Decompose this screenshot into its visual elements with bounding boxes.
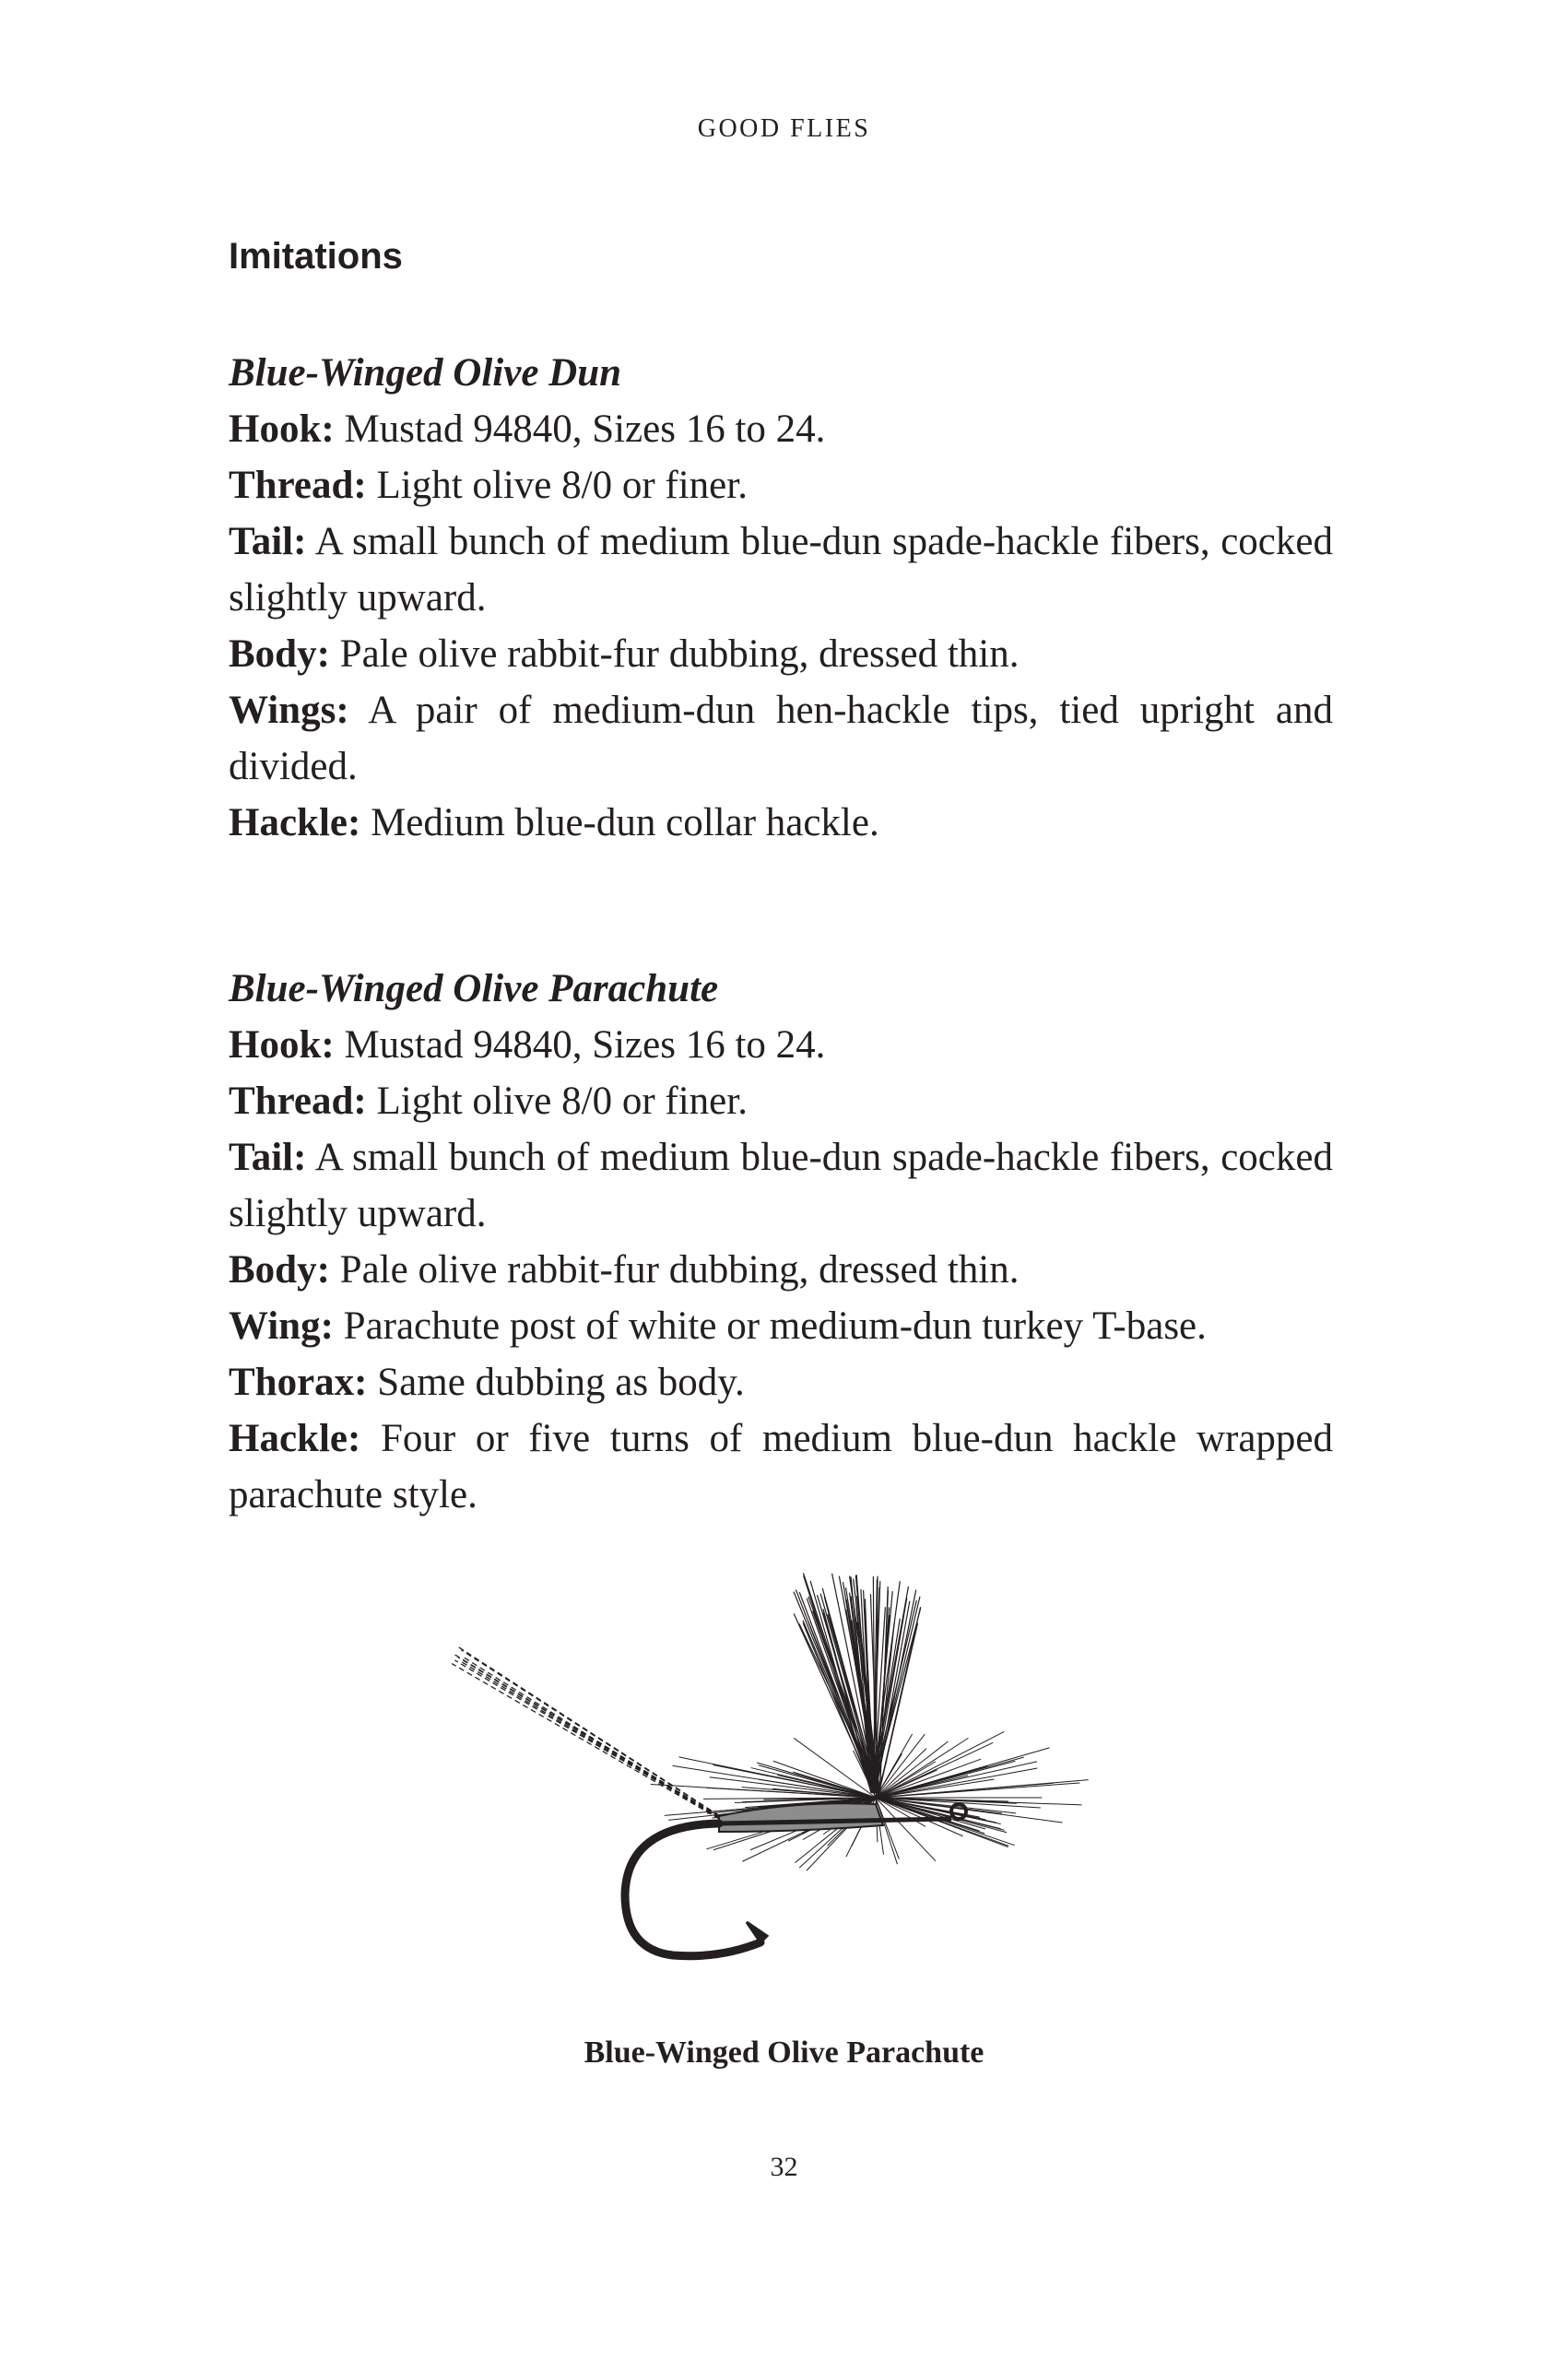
spec-label: Body: xyxy=(229,1248,330,1292)
spec-label: Hook: xyxy=(229,1023,335,1067)
spec-text: Medium blue-dun collar hackle. xyxy=(371,801,879,844)
spec-label: Hackle: xyxy=(229,1417,361,1460)
spec-text: Mustad 94840, Sizes 16 to 24. xyxy=(344,1023,826,1067)
spec-text: Mustad 94840, Sizes 16 to 24. xyxy=(344,407,826,451)
spec-thread xyxy=(229,1073,1333,1129)
hook-bend xyxy=(625,1823,760,1956)
spec-thorax xyxy=(229,1354,1333,1410)
spec-text: Pale olive rabbit-fur dubbing, dressed thin. xyxy=(339,1248,1020,1292)
fly-pattern-parachute xyxy=(229,961,1333,1523)
tail-fiber xyxy=(454,1654,719,1817)
spec-hook xyxy=(229,401,1333,457)
spec-body xyxy=(229,626,1333,682)
spec-label: Thorax: xyxy=(229,1361,368,1404)
spec-text: Light olive 8/0 or finer. xyxy=(376,1080,748,1123)
spec-label: Hackle: xyxy=(229,801,361,844)
spec-label: Wings: xyxy=(229,689,349,732)
spec-hackle xyxy=(229,795,1333,851)
spec-text: Pale olive rabbit-fur dubbing, dressed thin. xyxy=(339,632,1020,676)
fly-pattern-dun xyxy=(229,345,1333,851)
running-head: GOOD FLIES xyxy=(697,114,871,143)
spec-label: Tail: xyxy=(229,520,307,563)
wing-post xyxy=(794,1573,921,1793)
fly-body xyxy=(719,1803,883,1832)
tail-fiber xyxy=(462,1657,719,1818)
hook-eye xyxy=(951,1804,966,1819)
tail-fibers xyxy=(452,1647,719,1819)
tail-fiber xyxy=(461,1650,719,1816)
spec-wings xyxy=(229,682,1333,795)
tail-fiber xyxy=(452,1664,719,1819)
spec-text: Light olive 8/0 or finer. xyxy=(376,464,748,507)
section-heading: Imitations xyxy=(229,236,403,277)
spec-label: Hook: xyxy=(229,407,335,451)
spec-text: Four or five turns of medium blue-dun hackle wrapped parachute style. xyxy=(229,1417,1334,1516)
spec-hackle xyxy=(229,1410,1333,1523)
hook-point xyxy=(747,1922,767,1942)
spec-label: Wing: xyxy=(229,1304,334,1348)
spec-text: A small bunch of medium blue-dun spade-hackle fibers, cocked slightly upward. xyxy=(229,520,1333,620)
spec-text: Same dubbing as body. xyxy=(377,1361,745,1404)
parachute-fly-illustration-icon xyxy=(442,1563,1125,2005)
spec-label: Thread: xyxy=(229,1080,367,1123)
hackle-fiber xyxy=(876,1798,897,1864)
spec-wing xyxy=(229,1298,1333,1354)
tail-fiber xyxy=(454,1660,719,1818)
hackle-fiber xyxy=(673,1765,876,1798)
spec-body xyxy=(229,1242,1333,1298)
page-number: 32 xyxy=(770,2152,798,2182)
figure xyxy=(442,1563,1125,2005)
tail-fiber xyxy=(459,1660,719,1818)
pattern-title: Blue-Winged Olive Dun xyxy=(229,351,622,395)
figure-caption: Blue-Winged Olive Parachute xyxy=(584,2036,984,2070)
spec-thread xyxy=(229,457,1333,513)
spec-label: Tail: xyxy=(229,1136,307,1179)
spec-tail xyxy=(229,1129,1333,1242)
spec-tail xyxy=(229,513,1333,626)
spec-text: A small bunch of medium blue-dun spade-hackle fibers, cocked slightly upward. xyxy=(229,1136,1333,1235)
pattern-title: Blue-Winged Olive Parachute xyxy=(229,967,719,1010)
spec-label: Body: xyxy=(229,632,330,676)
spec-text: A pair of medium-dun hen-hackle tips, tied upright and divided. xyxy=(229,689,1333,788)
spec-text: Parachute post of white or medium-dun turkey T-base. xyxy=(343,1304,1207,1348)
spec-label: Thread: xyxy=(229,464,367,507)
hackle-fiber xyxy=(876,1759,981,1798)
spec-hook xyxy=(229,1017,1333,1073)
